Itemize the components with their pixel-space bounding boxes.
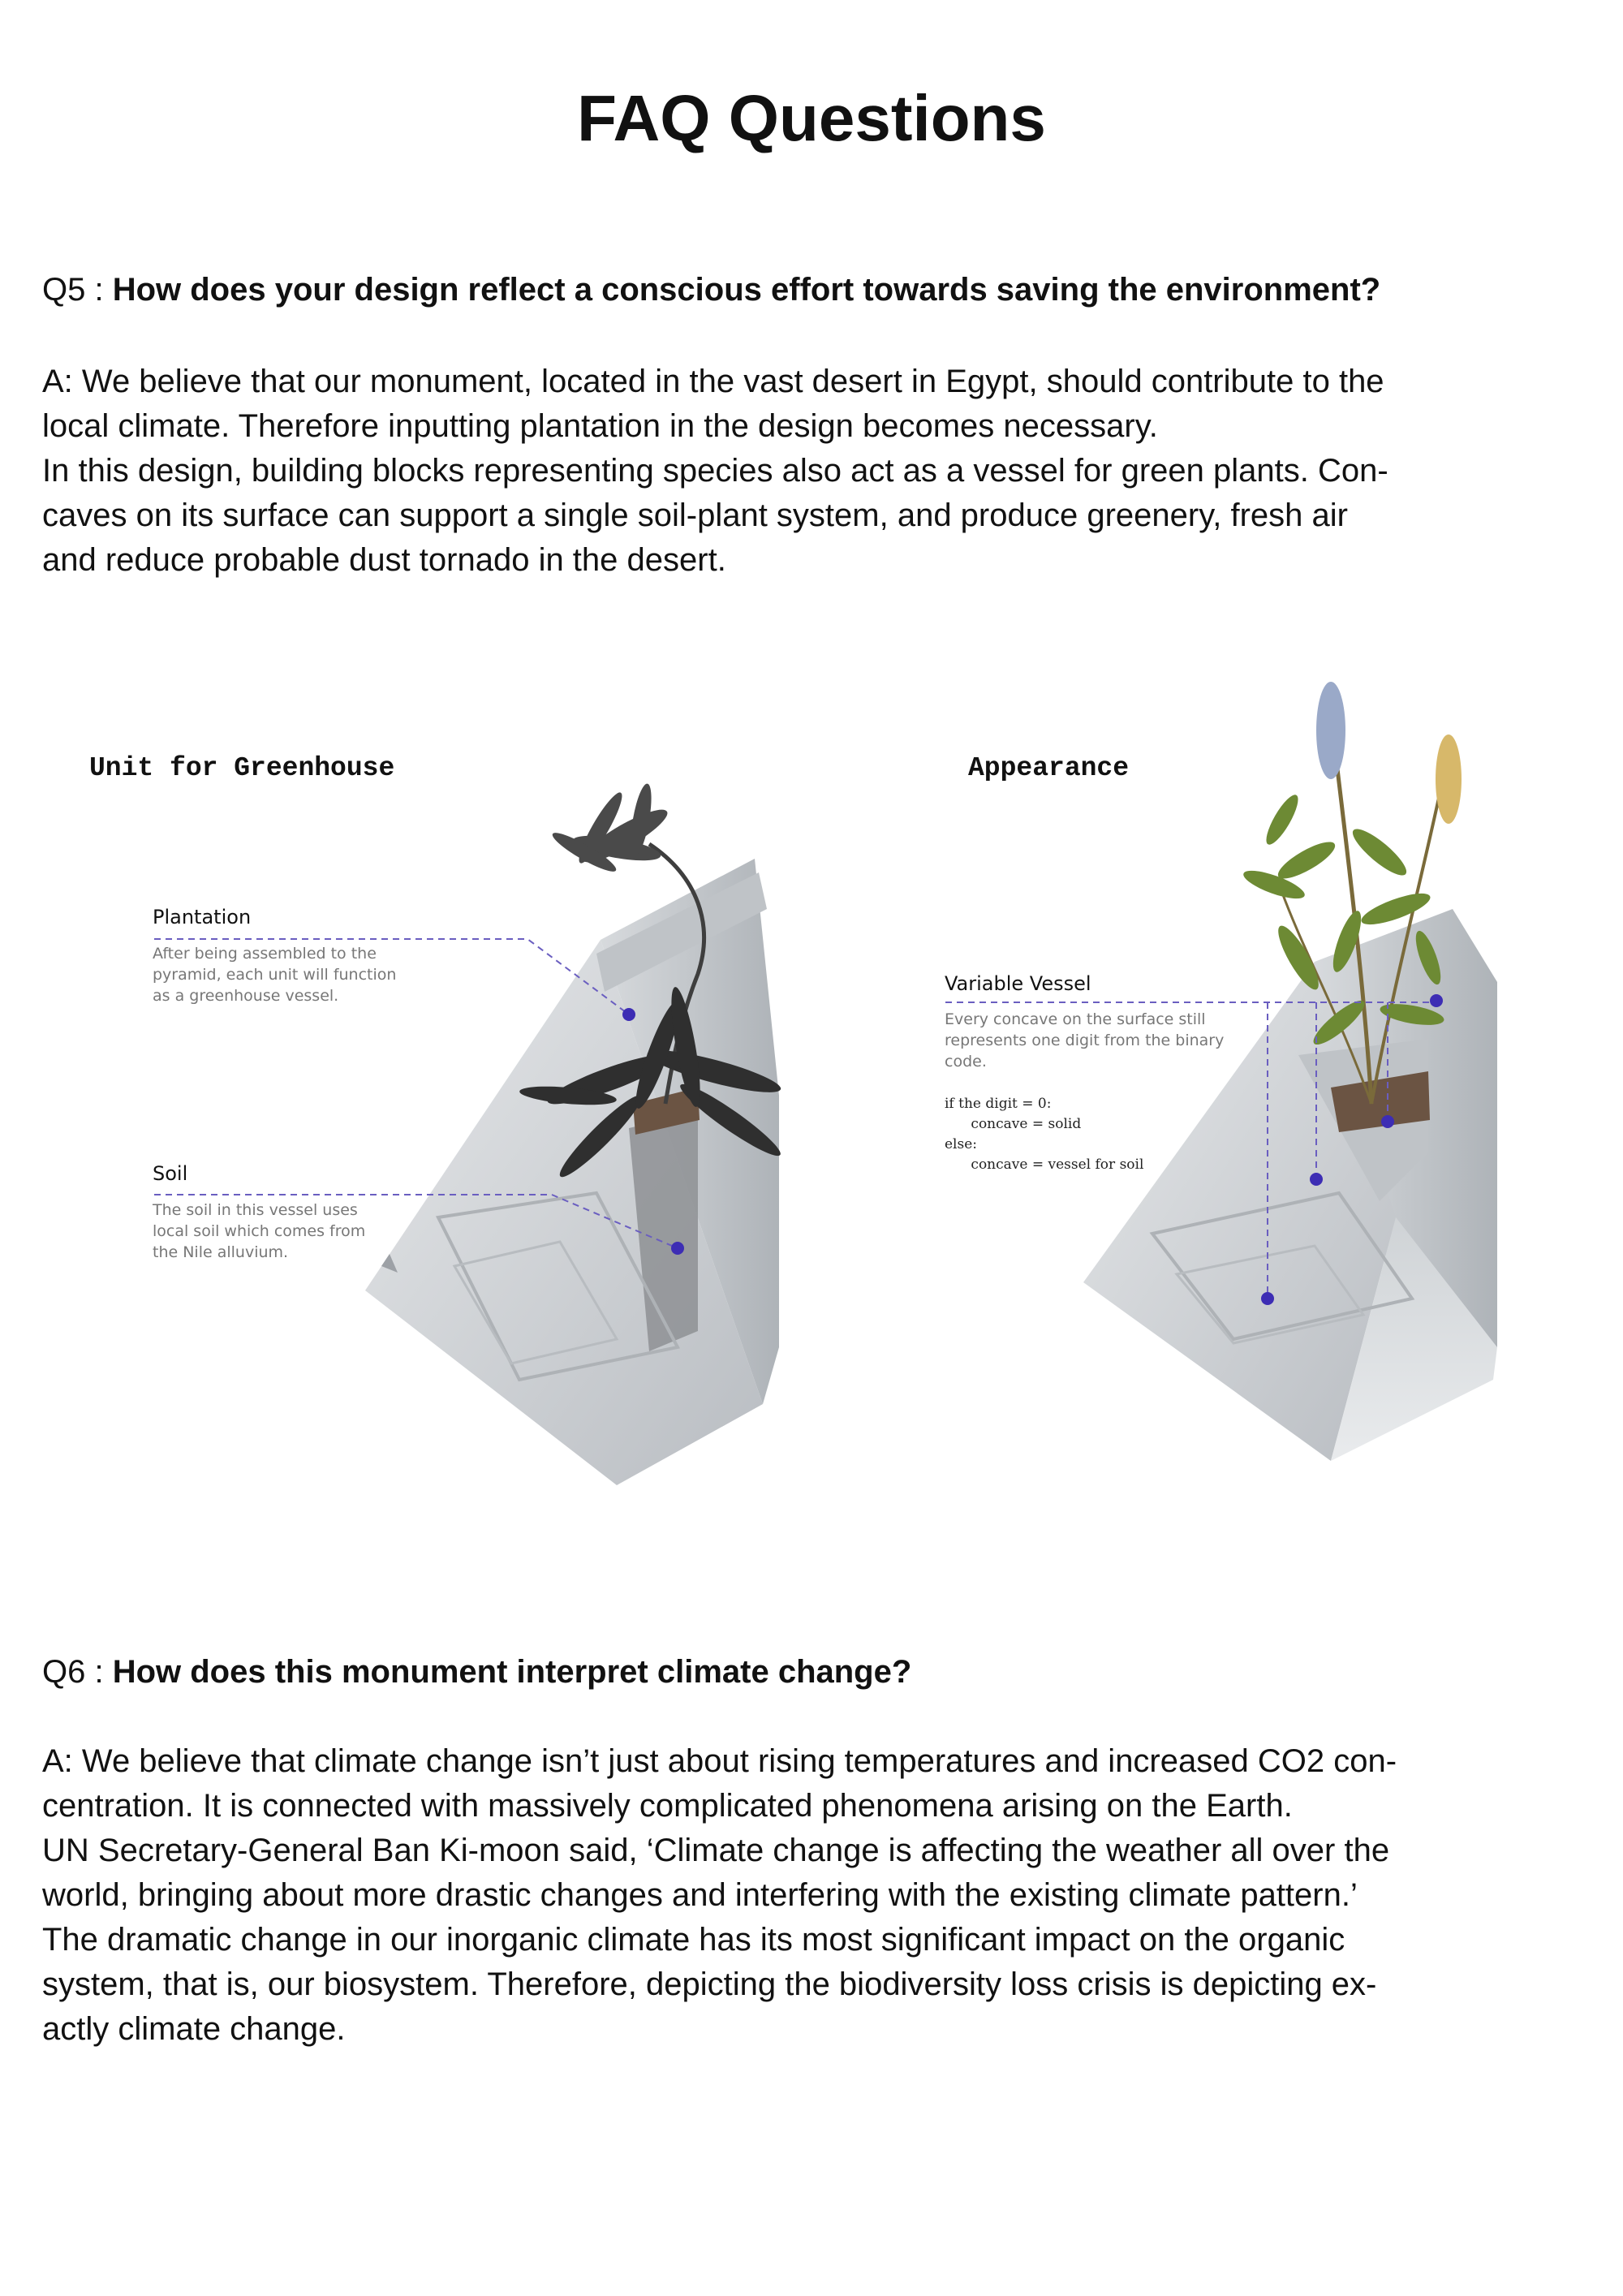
plantation-title: Plantation (153, 906, 252, 928)
question-6 (42, 1654, 911, 1691)
plantation-description (153, 943, 420, 1006)
answer-5-line: In this design, building blocks representing species also act as a vessel for green plants. Con- (42, 453, 1388, 489)
vessel-marker-dot (1430, 994, 1443, 1007)
question-5-text: How does your design reflect a conscious effort towards saving the environment? (112, 272, 1381, 308)
soil-line: the Nile alluvium. (153, 1243, 289, 1261)
question-5-label: Q5 : (42, 272, 113, 308)
variable-vessel-title: Variable Vessel (945, 972, 1091, 995)
answer-6-line: actly climate change. (42, 2011, 346, 2047)
figure-right-title: Appearance (968, 753, 1130, 783)
plantation-marker-dot (622, 1008, 635, 1021)
figure-left-title: Unit for Greenhouse (89, 753, 395, 783)
code-line: concave = solid (945, 1116, 1082, 1132)
answer-6-line: centration. It is connected with massively complicated phenomena arising on the Earth. (42, 1788, 1293, 1824)
answer-6-line: UN Secretary-General Ban Ki-moon said, ‘Climate change is affecting the weather all over the (42, 1833, 1390, 1868)
vessel-marker-dot (1310, 1173, 1323, 1186)
plantation-line: pyramid, each unit will function (153, 966, 397, 984)
code-line: if the digit = 0: (945, 1096, 1052, 1112)
soil-marker-dot (671, 1242, 684, 1255)
answer-5-line: A: We believe that our monument, located in the vast desert in Egypt, should contribute to the (42, 364, 1384, 399)
answer-5-line: local climate. Therefore inputting plantation in the design becomes necessary. (42, 408, 1158, 444)
soil-line: The soil in this vessel uses (153, 1201, 358, 1219)
soil-line: local soil which comes from (153, 1222, 366, 1240)
variable-vessel-description (945, 1009, 1253, 1072)
question-6-label: Q6 : (42, 1654, 113, 1690)
soil-description (153, 1200, 420, 1263)
answer-6-line: system, that is, our biosystem. Therefore, depicting the biodiversity loss crisis is depicting ex- (42, 1966, 1377, 2002)
vessel-marker-dot (1381, 1115, 1394, 1128)
answer-6-line: The dramatic change in our inorganic climate has its most significant impact on the organic (42, 1922, 1345, 1958)
vessel-line: Every concave on the surface still (945, 1010, 1206, 1028)
answer-6-line: world, bringing about more drastic changes and interfering with the existing climate pattern.’ (42, 1877, 1358, 1913)
vessel-line: represents one digit from the binary (945, 1032, 1225, 1049)
page-title: FAQ Questions (577, 82, 1046, 154)
vessel-marker-dot (1261, 1292, 1274, 1305)
code-line: concave = vessel for soil (945, 1157, 1144, 1173)
binary-code-snippet (945, 1094, 1143, 1175)
question-6-text: How does this monument interpret climate change? (112, 1654, 912, 1690)
answer-6-line: A: We believe that climate change isn’t just about rising temperatures and increased CO2 con- (42, 1743, 1397, 1779)
code-line: else: (945, 1136, 978, 1152)
answer-5-line: and reduce probable dust tornado in the desert. (42, 542, 726, 578)
answer-5-line: caves on its surface can support a single soil-plant system, and produce greenery, fresh air (42, 498, 1348, 533)
soil-title: Soil (153, 1162, 188, 1185)
answer-6 (42, 1739, 1568, 2052)
appearance-unit-illustration (1083, 909, 1497, 1461)
plantation-line: as a greenhouse vessel. (153, 987, 339, 1005)
vessel-line: code. (945, 1053, 987, 1070)
plantation-line: After being assembled to the (153, 945, 377, 963)
